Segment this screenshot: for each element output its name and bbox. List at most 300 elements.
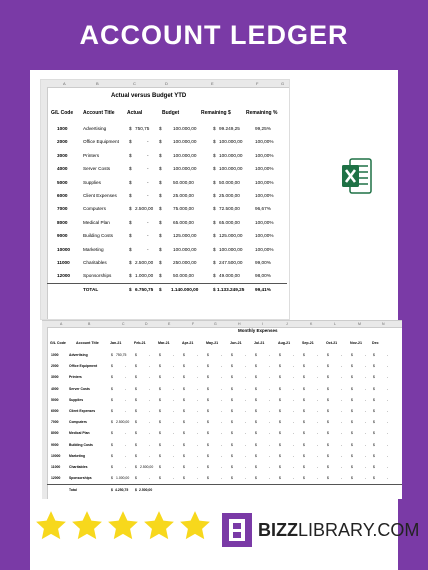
currency-sign: $ <box>129 126 132 131</box>
cell-month-value: - <box>245 353 247 357</box>
currency-sign: $ <box>327 409 329 413</box>
currency-sign: $ <box>327 364 329 369</box>
cell-remaining: 100.000,00 <box>219 139 243 145</box>
currency-sign: $ <box>183 453 185 458</box>
currency-sign: $ <box>303 375 305 380</box>
cell-month-value: - <box>365 409 367 413</box>
currency-sign: $ <box>207 353 209 357</box>
cell-month-value: - <box>387 386 389 391</box>
cell-month-value: - <box>365 375 367 380</box>
cell-month-value: - <box>293 386 295 391</box>
cell-gl-code: 9000 <box>51 442 59 447</box>
cell-month-value: - <box>317 431 319 436</box>
monthly-expenses-sheet <box>42 320 402 499</box>
currency-sign: $ <box>213 260 216 265</box>
star-icon <box>142 509 176 543</box>
currency-sign: $ <box>255 476 257 481</box>
cell-month-value: - <box>293 375 295 380</box>
currency-sign: $ <box>135 364 137 369</box>
cell-actual: - <box>147 152 149 158</box>
currency-sign: $ <box>159 364 161 369</box>
cell-month-value: - <box>341 353 343 357</box>
currency-sign: $ <box>373 409 375 413</box>
cell-account-title: Charitables <box>69 465 88 469</box>
cell-account-title: Medical Plan <box>83 219 110 225</box>
total-label: Total <box>69 488 77 492</box>
cell-month-value: - <box>341 375 343 380</box>
cell-gl-code: 1000 <box>51 353 59 357</box>
currency-sign: $ <box>279 364 281 369</box>
cell-account-title: Sponsorships <box>83 273 112 279</box>
cell-gl-code: 4000 <box>51 386 59 391</box>
cell-month-value: - <box>387 465 389 469</box>
brand-name <box>258 520 419 541</box>
cell-month-value: - <box>221 386 223 391</box>
cell-month-value: - <box>387 375 389 380</box>
cell-month-value: - <box>365 353 367 357</box>
cell-gl-code: 8000 <box>57 219 68 225</box>
cell-month-value: - <box>197 442 199 447</box>
cell-gl-code: 5000 <box>51 397 59 402</box>
cell-month-value: - <box>125 397 127 402</box>
currency-sign: $ <box>231 420 233 425</box>
table-row <box>47 461 402 473</box>
cell-remaining-pct: 100,00% <box>255 152 274 158</box>
cell-month-value: - <box>293 431 295 436</box>
currency-sign: $ <box>183 442 185 447</box>
currency-sign: $ <box>159 166 162 172</box>
brand-bold: BIZZ <box>258 519 298 540</box>
currency-sign: $ <box>303 431 305 436</box>
cell-month-value: - <box>293 453 295 458</box>
cell-month-value: - <box>269 442 271 447</box>
currency-sign: $ <box>255 465 257 469</box>
currency-sign: $ <box>231 364 233 369</box>
header-month: May-21 <box>206 341 219 345</box>
cell-gl-code: 12000 <box>57 273 71 279</box>
cell-month-value: - <box>387 442 389 447</box>
cell-month-value: - <box>149 397 151 402</box>
cell-remaining: 50.000,00 <box>219 179 240 185</box>
cell-gl-code: 3000 <box>57 152 68 158</box>
currency-sign: $ <box>327 453 329 458</box>
header-month: Jun-21 <box>230 341 242 345</box>
header-account-title: Account Title <box>83 110 115 116</box>
cell-month-value: - <box>149 409 151 413</box>
currency-sign: $ <box>129 273 132 279</box>
cell-month-value: - <box>197 364 199 369</box>
cell-remaining-pct: 99,25% <box>255 126 271 131</box>
cell-remaining: 25.000,00 <box>219 193 240 198</box>
cell-month-value: - <box>269 364 271 369</box>
currency-sign: $ <box>327 465 329 469</box>
cell-actual: - <box>147 233 149 239</box>
cell-month-value: - <box>173 386 175 391</box>
currency-sign: $ <box>373 420 375 425</box>
cell-month-value: - <box>293 353 295 357</box>
cell-actual: - <box>147 193 149 198</box>
currency-sign: $ <box>279 442 281 447</box>
table-row <box>47 416 402 428</box>
cell-gl-code: 6000 <box>57 193 68 198</box>
cell-remaining-pct: 100,00% <box>255 179 274 185</box>
table-row <box>47 202 287 215</box>
currency-sign: $ <box>183 375 185 380</box>
cell-month-value: - <box>197 409 199 413</box>
currency-sign: $ <box>373 431 375 436</box>
cell-account-title: Computers <box>83 206 106 212</box>
cell-month-value: - <box>341 386 343 391</box>
currency-sign: $ <box>327 420 329 425</box>
cell-month-value: - <box>317 375 319 380</box>
currency-sign: $ <box>183 397 185 402</box>
cell-account-title: Charitables <box>83 260 107 265</box>
header-month: Oct-21 <box>326 341 338 345</box>
currency-sign: $ <box>159 233 162 239</box>
cell-gl-code: 12000 <box>51 476 61 481</box>
currency-sign: $ <box>213 206 216 212</box>
cell-month-value: - <box>387 431 389 436</box>
cell-month-value: - <box>245 453 247 458</box>
cell-account-title: Computers <box>69 420 87 425</box>
total-jan: 4.250,75 <box>115 488 129 492</box>
cell-budget: 100.000,00 <box>173 126 197 131</box>
header-gl-code: G/L Code <box>50 341 66 345</box>
table-row <box>47 371 402 383</box>
header-month: Aug-21 <box>278 341 291 345</box>
cell-month-value: - <box>293 397 295 402</box>
cell-month-value: 2.500,00 <box>116 420 130 425</box>
currency-sign: $ <box>207 431 209 436</box>
cell-remaining: 100.000,00 <box>219 152 243 158</box>
currency-sign: $ <box>303 353 305 357</box>
currency-sign: $ <box>213 219 216 225</box>
cell-month-value: - <box>125 453 127 458</box>
cell-month-value: - <box>197 465 199 469</box>
cell-month-value: - <box>125 431 127 436</box>
currency-sign: $ <box>129 246 132 252</box>
currency-sign: $ <box>159 453 161 458</box>
currency-sign: $ <box>159 409 161 413</box>
currency-sign: $ <box>279 431 281 436</box>
cell-account-title: Sponsorships <box>69 476 92 481</box>
total-feb: 2.500,00 <box>139 488 153 492</box>
cell-month-value: - <box>173 397 175 402</box>
cell-month-value: - <box>341 431 343 436</box>
cell-month-value: - <box>317 353 319 357</box>
cell-budget: 50.000,00 <box>173 179 194 185</box>
cell-budget: 100.000,00 <box>173 152 197 158</box>
currency-sign: $ <box>351 375 353 380</box>
currency-sign: $ <box>159 476 161 481</box>
currency-sign: $ <box>135 409 137 413</box>
currency-sign: $ <box>213 139 216 145</box>
cell-month-value: - <box>197 386 199 391</box>
cell-month-value: - <box>365 442 367 447</box>
cell-account-title: Office Equipment <box>83 139 119 145</box>
cell-account-title: Advertising <box>83 126 107 131</box>
cell-account-title: Medical Plan <box>69 431 90 436</box>
currency-sign: $ <box>279 397 281 402</box>
excel-icon <box>342 156 372 196</box>
sheet2-total-row <box>47 484 402 497</box>
cell-month-value: - <box>317 420 319 425</box>
cell-month-value: - <box>245 420 247 425</box>
currency-sign: $ <box>231 409 233 413</box>
currency-sign: $ <box>135 442 137 447</box>
bizzlibrary-logo <box>222 513 419 547</box>
currency-sign: $ <box>135 375 137 380</box>
cell-month-value: - <box>269 375 271 380</box>
currency-sign: $ <box>135 465 137 469</box>
cell-month-value: - <box>173 375 175 380</box>
table-row <box>47 162 287 175</box>
cell-month-value: - <box>365 397 367 402</box>
cell-remaining-pct: 100,00% <box>255 233 274 239</box>
cell-month-value: - <box>365 420 367 425</box>
cell-month-value: - <box>149 364 151 369</box>
banner <box>0 0 428 70</box>
cell-remaining: 99.249,25 <box>219 126 240 131</box>
table-row <box>47 349 402 361</box>
cell-month-value: - <box>149 431 151 436</box>
currency-sign: $ <box>111 353 113 357</box>
currency-sign: $ <box>231 442 233 447</box>
cell-month-value: - <box>269 409 271 413</box>
cell-month-value: - <box>365 453 367 458</box>
currency-sign: $ <box>255 453 257 458</box>
currency-sign: $ <box>327 353 329 357</box>
currency-sign: $ <box>159 431 161 436</box>
currency-sign: $ <box>159 246 162 252</box>
cell-account-title: Marketing <box>83 246 104 252</box>
cell-budget: 100.000,00 <box>173 139 197 145</box>
total-label: TOTAL <box>83 287 99 292</box>
currency-sign: $ <box>213 246 216 252</box>
currency-sign: $ <box>255 431 257 436</box>
cell-remaining: 125.000,00 <box>219 233 243 239</box>
currency-sign: $ <box>351 476 353 481</box>
table-row <box>47 394 402 406</box>
cell-month-value: - <box>293 409 295 413</box>
cell-actual: - <box>147 139 149 145</box>
cell-month-value: - <box>125 442 127 447</box>
currency-sign: $ <box>351 453 353 458</box>
currency-sign: $ <box>129 260 132 265</box>
currency-sign: $ <box>129 287 132 292</box>
table-row <box>47 256 287 269</box>
cell-month-value: - <box>125 465 127 469</box>
currency-sign: $ <box>351 409 353 413</box>
cell-actual: - <box>147 219 149 225</box>
cell-remaining: 49.000,00 <box>219 273 240 279</box>
cell-actual: 1.000,00 <box>135 273 154 279</box>
currency-sign: $ <box>183 409 185 413</box>
currency-sign: $ <box>351 353 353 357</box>
cell-budget: 50.000,00 <box>173 273 194 279</box>
currency-sign: $ <box>231 353 233 357</box>
cell-month-value: - <box>125 409 127 413</box>
cell-account-title: Printers <box>69 375 82 380</box>
cell-gl-code: 2000 <box>51 364 59 369</box>
cell-gl-code: 5000 <box>57 179 68 185</box>
bizzlibrary-logo-icon <box>222 513 252 547</box>
cell-budget: 250.000,00 <box>173 260 197 265</box>
brand-rest: LIBRARY.COM <box>298 519 420 540</box>
cell-month-value: - <box>245 465 247 469</box>
currency-sign: $ <box>213 233 216 239</box>
currency-sign: $ <box>279 453 281 458</box>
currency-sign: $ <box>183 476 185 481</box>
currency-sign: $ <box>111 409 113 413</box>
cell-account-title: Supplies <box>69 397 84 402</box>
currency-sign: $ <box>111 431 113 436</box>
currency-sign: $ <box>231 476 233 481</box>
currency-sign: $ <box>159 206 162 212</box>
header-month: Feb-21 <box>134 341 146 345</box>
header-month: Jan-21 <box>110 341 122 345</box>
cell-month-value: - <box>173 409 175 413</box>
cell-actual: - <box>147 179 149 185</box>
cell-actual: 2.500,00 <box>135 260 154 265</box>
cell-month-value: - <box>269 420 271 425</box>
currency-sign: $ <box>351 397 353 402</box>
currency-sign: $ <box>159 273 162 279</box>
currency-sign: $ <box>231 453 233 458</box>
currency-sign: $ <box>303 465 305 469</box>
currency-sign: $ <box>255 386 257 391</box>
header-account-title: Account Title <box>76 341 99 345</box>
cell-month-value: - <box>245 364 247 369</box>
currency-sign: $ <box>111 386 113 391</box>
currency-sign: $ <box>351 431 353 436</box>
cell-month-value: - <box>221 420 223 425</box>
cell-month-value: - <box>221 442 223 447</box>
cell-remaining-pct: 100,00% <box>255 139 274 145</box>
sheet2-title: Monthly Expenses <box>238 328 278 333</box>
currency-sign: $ <box>159 219 162 225</box>
currency-sign: $ <box>303 476 305 481</box>
currency-sign: $ <box>183 465 185 469</box>
currency-sign: $ <box>135 488 137 492</box>
cell-gl-code: 7000 <box>51 420 59 425</box>
currency-sign: $ <box>303 364 305 369</box>
currency-sign: $ <box>135 420 137 425</box>
rating-stars <box>34 509 212 543</box>
total-actual: 6.750,75 <box>135 287 154 292</box>
currency-sign: $ <box>279 353 281 357</box>
currency-sign: $ <box>279 409 281 413</box>
cell-month-value: - <box>221 364 223 369</box>
cell-month-value: - <box>341 420 343 425</box>
cell-month-value: - <box>365 465 367 469</box>
cell-actual: 750,75 <box>135 126 150 131</box>
currency-sign: $ <box>159 139 162 145</box>
cell-gl-code: 1000 <box>57 126 68 131</box>
cell-remaining: 100.000,00 <box>219 246 243 252</box>
cell-gl-code: 7000 <box>57 206 68 212</box>
cell-month-value: - <box>221 353 223 357</box>
total-budget: 1.140.000,00 <box>171 287 199 292</box>
table-row <box>47 472 402 484</box>
cell-budget: 75.000,00 <box>173 206 194 212</box>
cell-gl-code: 11000 <box>51 465 61 469</box>
currency-sign: $ <box>351 364 353 369</box>
cell-month-value: - <box>197 420 199 425</box>
cell-month-value: - <box>245 442 247 447</box>
cell-budget: 65.000,00 <box>173 219 194 225</box>
cell-month-value: - <box>221 397 223 402</box>
currency-sign: $ <box>159 420 161 425</box>
cell-remaining-pct: 100,00% <box>255 166 274 172</box>
cell-month-value: - <box>221 465 223 469</box>
cell-month-value: - <box>173 465 175 469</box>
cell-gl-code: 4000 <box>57 166 68 172</box>
cell-month-value: - <box>341 453 343 458</box>
currency-sign: $ <box>207 453 209 458</box>
cell-account-title: Building Costs <box>83 233 113 239</box>
currency-sign: $ <box>255 397 257 402</box>
cell-remaining-pct: 98,00% <box>255 273 271 279</box>
column-header-bar: A B C D E F G <box>41 80 289 88</box>
cell-remaining-pct: 96,67% <box>255 206 271 212</box>
currency-sign: $ <box>135 453 137 458</box>
cell-month-value: - <box>317 364 319 369</box>
cell-month-value: - <box>221 476 223 481</box>
cell-month-value: - <box>245 409 247 413</box>
cell-gl-code: 9000 <box>57 233 68 239</box>
currency-sign: $ <box>129 193 132 198</box>
cell-month-value: - <box>269 353 271 357</box>
cell-month-value: - <box>269 397 271 402</box>
currency-sign: $ <box>129 179 132 185</box>
currency-sign: $ <box>111 364 113 369</box>
currency-sign: $ <box>231 397 233 402</box>
currency-sign: $ <box>351 420 353 425</box>
star-icon <box>34 509 68 543</box>
cell-month-value: - <box>341 465 343 469</box>
cell-month-value: - <box>125 375 127 380</box>
cell-month-value: - <box>125 364 127 369</box>
currency-sign: $ <box>327 442 329 447</box>
currency-sign: $ <box>213 179 216 185</box>
cell-month-value: - <box>317 397 319 402</box>
currency-sign: $ <box>327 375 329 380</box>
currency-sign: $ <box>351 442 353 447</box>
table-row <box>47 216 287 229</box>
cell-account-title: Marketing <box>69 453 86 458</box>
currency-sign: $ <box>279 386 281 391</box>
total-remaining: 1.133.249,25 <box>217 287 245 292</box>
currency-sign: $ <box>207 420 209 425</box>
cell-month-value: - <box>341 476 343 481</box>
cell-month-value: - <box>341 442 343 447</box>
header-month: Mar-21 <box>158 341 170 345</box>
cell-month-value: - <box>269 386 271 391</box>
cell-account-title: Office Equipment <box>69 364 98 369</box>
cell-month-value: - <box>293 465 295 469</box>
currency-sign: $ <box>159 375 161 380</box>
table-row <box>47 427 402 439</box>
cell-month-value: - <box>149 453 151 458</box>
currency-sign: $ <box>373 386 375 391</box>
cell-month-value: - <box>245 397 247 402</box>
currency-sign: $ <box>373 442 375 447</box>
cell-gl-code: 6000 <box>51 409 59 413</box>
star-icon <box>70 509 104 543</box>
cell-month-value: - <box>293 476 295 481</box>
currency-sign: $ <box>159 193 162 198</box>
